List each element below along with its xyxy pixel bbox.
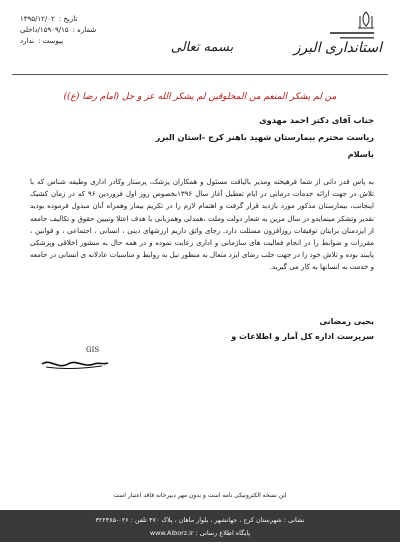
quote-line: من لم یشکر المنعم من المخلوقین لم یشکر الله عز و جل (امام رضا (ع)) — [63, 92, 337, 102]
letter-body: به پاس قدر دانی از شما فرهیخته ومدیر بالیاقت مسئول و همکاران پزشک، پرستار وکادر اداری وظیفه شناس که با تلاش در جهت ارائه خدمات درمانی در ایام تعطیل آغاز سال ۱۳۹۶بخصوص روز اول فروردین ۹۶ که در زمان کشیک اینجانب، بیمارستان مذکور مورد بازدید قرار گرفت و اهتمام لازم را در تکریم بیمار وهمراه آنان مبذول فرموده بودید تقدیر وتشکر مینمایدو در سال مزین به شعار دولت وملت ،همدلی وهمزبانی با هدف اعتلا وتبیین حقوق و تکالیف جامعه از ایزدمنان برایتان توفیقات روزافزون مسئلت دارد. رجای واثق داریم ارزشهای دینی ، انسانی ، اجتماعی ، و قوانین ، مقررات و ضوابط را در انجام فعالیت های سازمانی و اداری رعایت نموده و در همه حال به منشور اخلاقی وپزشکی پایبند بوده و تلاش خود را در جهت جلب رضای ایزد متعال به منظور نیل به روابط و مناسبات عادلانه ی انسانی در جامعه و خدمت به انسانها به کار می گیرید. — [30, 178, 374, 272]
date-value: ۱۳۹۵/۱۲/۰۲ — [20, 15, 55, 23]
footer-website: پایگاه اطلاع رسانی : www.Alborz.ir — [149, 529, 251, 537]
addressee-title: ریاست محترم بیمارستان شهید باهنر کرج -استان البرز — [155, 132, 374, 142]
footer-bar — [0, 510, 400, 542]
electronic-copy-note: این نسخه الکترونیکی نامه است و بدون مهر دبیرخانه فاقد اعتبار است — [113, 492, 287, 499]
handwritten-signature-icon — [40, 356, 110, 372]
letter-meta — [20, 14, 130, 47]
date-row — [20, 14, 130, 25]
number-label: شماره : — [72, 26, 97, 34]
footer-address: نشانی : شهرستان کرج ، جهانشهر ، بلوار ماهان ، پلاک ۴۷۰ تلفن : ۰۲۶-۳۲۲۳۸۵ — [95, 516, 305, 524]
date-label: تاریخ : — [58, 15, 78, 23]
attachment-label: پیوست : — [38, 37, 64, 45]
organization-name: استانداری البرز — [293, 40, 382, 56]
attachment-value: ندارد — [20, 37, 35, 45]
attachment-row — [20, 36, 130, 47]
signature-block — [184, 314, 374, 344]
signer-name: یحیی رمضانی — [319, 317, 374, 326]
bismillah-heading: بسمه تعالی — [170, 40, 234, 55]
addressee-name: جناب آقای دکتر احمد مهدوی — [259, 115, 374, 125]
number-row — [20, 25, 130, 36]
number-value: ۱۵۹۰۹/۱۵/داخلی — [20, 26, 69, 34]
header-divider — [12, 74, 388, 75]
signer-title: سرپرست اداره کل آمار و اطلاعات و — [231, 332, 374, 341]
greeting: باسلام — [347, 149, 374, 159]
addressee-block — [44, 112, 374, 163]
government-emblem-icon — [290, 6, 382, 66]
signer-title-gis: GIS — [86, 346, 100, 354]
